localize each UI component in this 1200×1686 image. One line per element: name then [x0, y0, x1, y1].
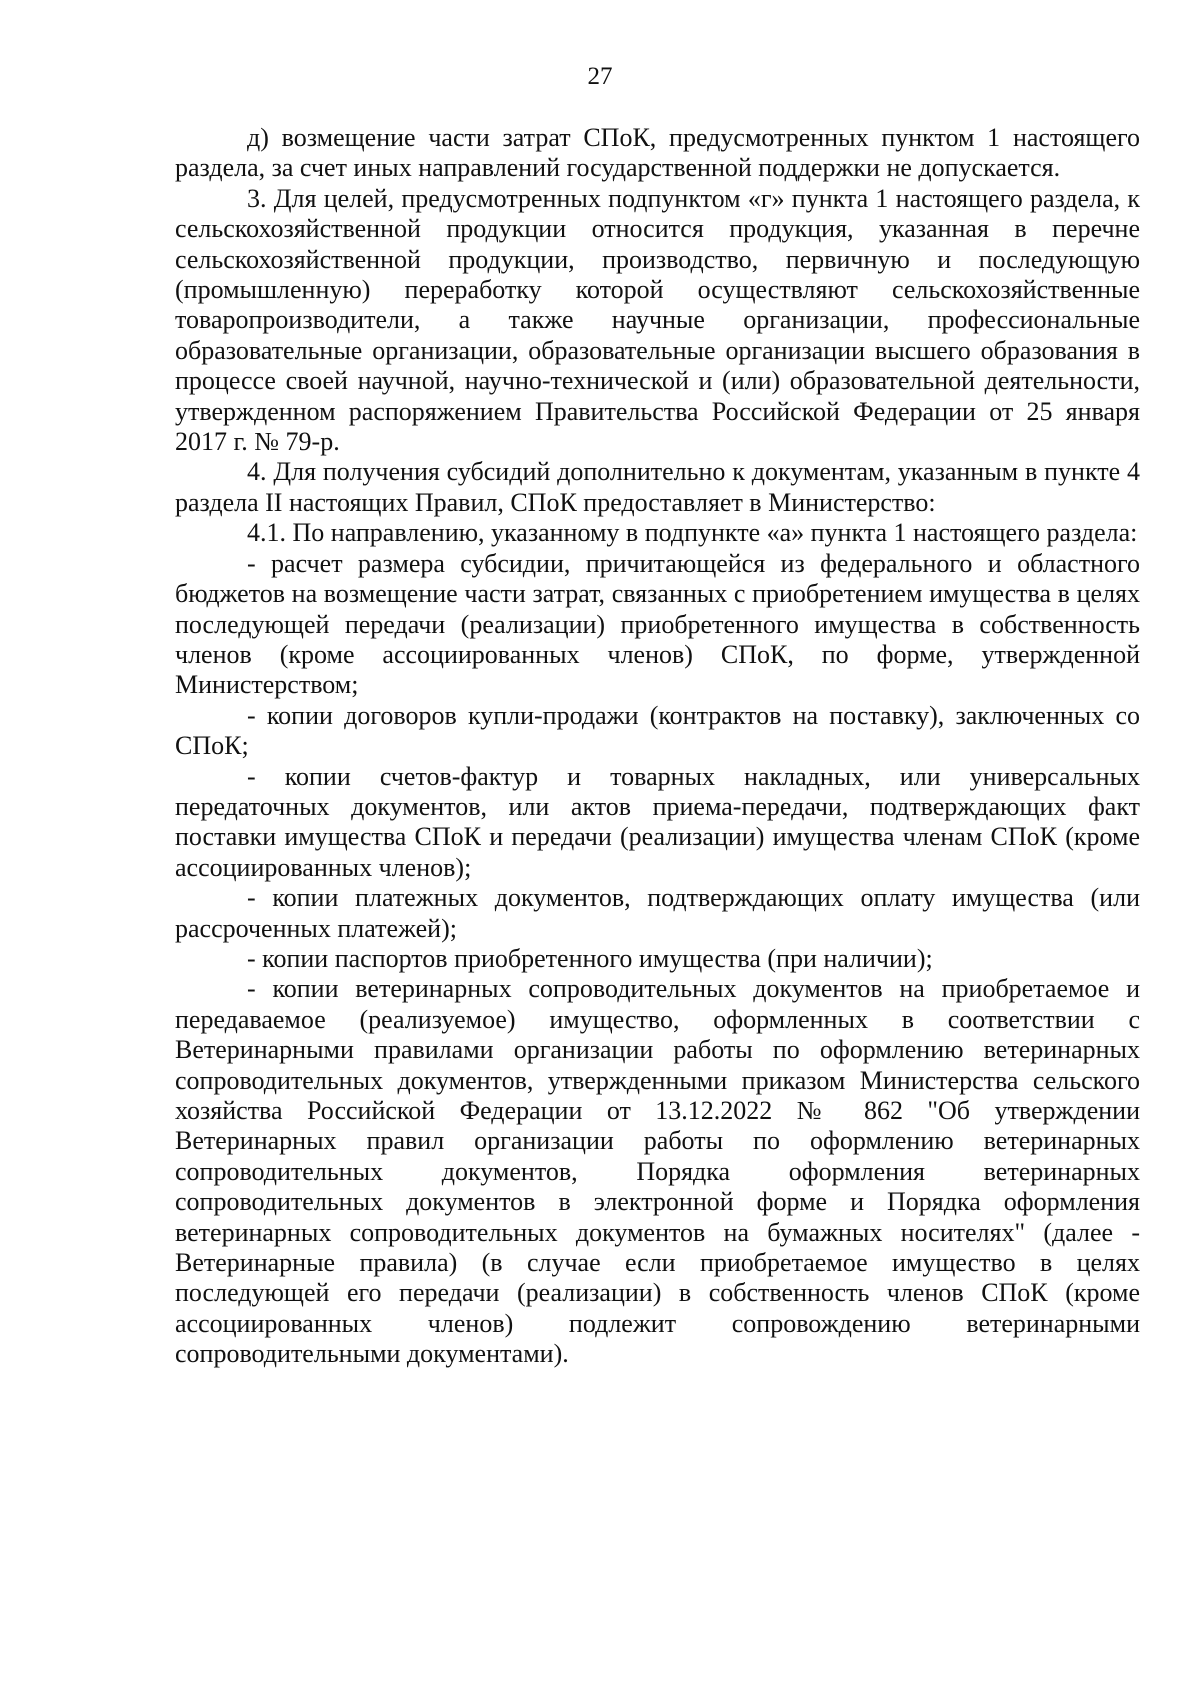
list-item-sale-contracts: - копии договоров купли-продажи (контрактов на поставку), заключенных со СПоК; — [175, 700, 1140, 761]
page-number: 27 — [587, 63, 613, 90]
list-item-veterinary-documents: - копии ветеринарных сопроводительных документов на приобретаемое и передаваемое (реализуемое) имущество, оформленных в соответствии с Ветеринарными правилами организации работы по оформлению ветеринарных сопроводительных документов, утвержденными приказом Министерства сельского хозяйства Российской Федерации от 13.12.2022 № 862 "Об утверждении Ветеринарных правил организации работы по оформлению ветеринарных сопроводительных документов, Порядка оформления ветеринарных сопроводительных документов в электронной форме и Порядка оформления ветеринарных сопроводительных документов на бумажных носителях" (далее - Ветеринарные правила) (в случае если приобретаемое имущество в целях последующей его передачи (реализации) в собственность членов СПоК (кроме ассоциированных членов) подлежит сопровождению ветеринарными сопроводительными документами). — [175, 974, 1140, 1369]
document-body — [175, 123, 1140, 1370]
list-item-property-passports: - копии паспортов приобретенного имущества (при наличии); — [247, 943, 933, 973]
paragraph-4: 4. Для получения субсидий дополнительно к документам, указанным в пункте 4 раздела II настоящих Правил, СПоК предоставляет в Министерство: — [175, 457, 1140, 517]
paragraph-3: 3. Для целей, предусмотренных подпунктом «г» пункта 1 настоящего раздела, к сельскохозяйственной продукции относится продукция, указанная в перечне сельскохозяйственной продукции, производство, первичную и последующую (промышленную) переработку которой осуществляют сельскохозяйственные товаропроизводители, а также научные организации, профессиональные образовательные организации, образовательные организации высшего образования в процессе своей научной, научно-технической и (или) образовательной деятельности, утвержденном распоряжением Правительства Российской Федерации от 25 января 2017 г. № 79-р. — [175, 183, 1140, 457]
paragraph-2d: д) возмещение части затрат СПоК, предусмотренных пунктом 1 настоящего раздела, за счет иных направлений государственной поддержки не допускается. — [175, 123, 1140, 183]
list-item-subsidy-calculation: - расчет размера субсидии, причитающейся из федерального и областного бюджетов на возмещение части затрат, связанных с приобретением имущества в целях последующей передачи (реализации) приобретенного имущества в собственность членов (кроме ассоциированных членов) СПоК, по форме, утвержденной Министерством; — [175, 548, 1140, 700]
paragraph-4-1: 4.1. По направлению, указанному в подпункте «а» пункта 1 настоящего раздела: — [247, 518, 1138, 548]
list-item-payment-documents: - копии платежных документов, подтверждающих оплату имущества (или рассроченных платежей); — [175, 883, 1140, 943]
list-item-invoices: - копии счетов-фактур и товарных накладных, или универсальных передаточных документов, или актов приема-передачи, подтверждающих факт поставки имущества СПоК и передачи (реализации) имущества членам СПоК (кроме ассоциированных членов); — [175, 761, 1140, 882]
